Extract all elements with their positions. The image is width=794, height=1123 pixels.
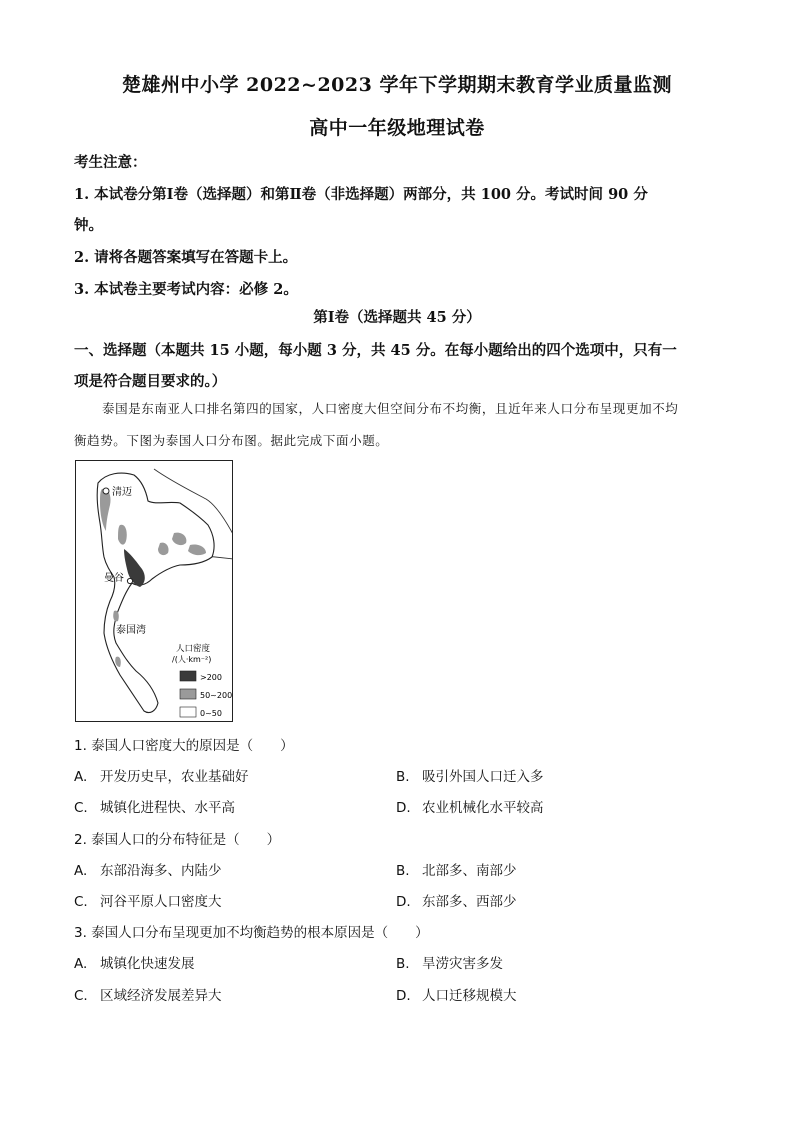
notice-heading: 考生注意： — [74, 154, 147, 171]
exam-title: 楚雄州中小学 2022~2023 学年下学期期末教育学业质量监测 — [122, 74, 672, 96]
thailand-outline — [97, 473, 214, 713]
question-3-option-a[interactable]: A. 城镇化快速发展 — [74, 956, 195, 972]
legend-label-low: 0~50 — [200, 709, 222, 718]
label-qingmai: 清迈 — [112, 487, 132, 498]
exam-subtitle: 高中一年级地理试卷 — [309, 117, 485, 139]
notice-item-3: 3. 本试卷主要考试内容：必修 2。 — [74, 281, 298, 298]
passage-line-2: 衡趋势。下图为泰国人口分布图。据此完成下面小题。 — [74, 433, 389, 448]
question-3-option-c[interactable]: C. 区域经济发展差异大 — [74, 988, 222, 1004]
legend-title: 人口密度 — [176, 644, 211, 654]
question-1-option-b[interactable]: B. 吸引外国人口迁入多 — [396, 769, 544, 785]
question-3-stem: 3. 泰国人口分布呈现更加不均衡趋势的根本原因是（ ） — [74, 925, 429, 941]
legend-swatch-mid — [180, 689, 196, 699]
question-1-option-a[interactable]: A. 开发历史早，农业基础好 — [74, 769, 249, 785]
bangkok-marker — [127, 578, 132, 583]
label-bangkok: 曼谷 — [104, 573, 124, 584]
question-2-option-b[interactable]: B. 北部多、南部少 — [396, 863, 517, 879]
qingmai-marker — [103, 488, 109, 494]
legend-unit: /(人·km⁻²) — [172, 655, 212, 664]
legend-label-high: >200 — [200, 673, 222, 682]
question-1-stem: 1. 泰国人口密度大的原因是（ ） — [74, 738, 294, 754]
passage-line-1: 泰国是东南亚人口排名第四的国家，人口密度大但空间分布不均衡，且近年来人口分布呈现更加不均 — [102, 401, 679, 416]
legend-swatch-high — [180, 671, 196, 681]
notice-item-1-cont: 钟。 — [74, 217, 103, 234]
question-3-option-d[interactable]: D. 人口迁移规模大 — [396, 988, 517, 1004]
question-2-option-d[interactable]: D. 东部多、西部少 — [396, 894, 517, 910]
question-1-option-c[interactable]: C. 城镇化进程快、水平高 — [74, 800, 235, 816]
question-2-option-a[interactable]: A. 东部沿海多、内陆少 — [74, 863, 222, 879]
volume-heading: 第Ⅰ卷（选择题共 45 分） — [313, 309, 481, 326]
notice-item-1: 1. 本试卷分第Ⅰ卷（选择题）和第Ⅱ卷（非选择题）两部分，共 100 分。考试时间 90 分 — [74, 186, 648, 203]
notice-item-2: 2. 请将各题答案填写在答题卡上。 — [74, 249, 298, 266]
map-graphic — [76, 461, 232, 721]
section-instructions-cont: 项是符合题目要求的。） — [74, 373, 227, 390]
question-3-option-b[interactable]: B. 旱涝灾害多发 — [396, 956, 503, 972]
question-2-stem: 2. 泰国人口的分布特征是（ ） — [74, 832, 281, 848]
section-instructions: 一、选择题（本题共 15 小题，每小题 3 分，共 45 分。在每小题给出的四个选项中，只有一 — [74, 342, 677, 359]
label-gulf-of-thailand: 泰国湾 — [116, 625, 146, 636]
reading-passage — [74, 393, 724, 457]
question-1-option-d[interactable]: D. 农业机械化水平较高 — [396, 800, 544, 816]
legend-label-mid: 50~200 — [200, 691, 232, 700]
question-2-option-c[interactable]: C. 河谷平原人口密度大 — [74, 894, 222, 910]
thailand-population-map — [75, 460, 233, 722]
legend-swatch-low — [180, 707, 196, 717]
